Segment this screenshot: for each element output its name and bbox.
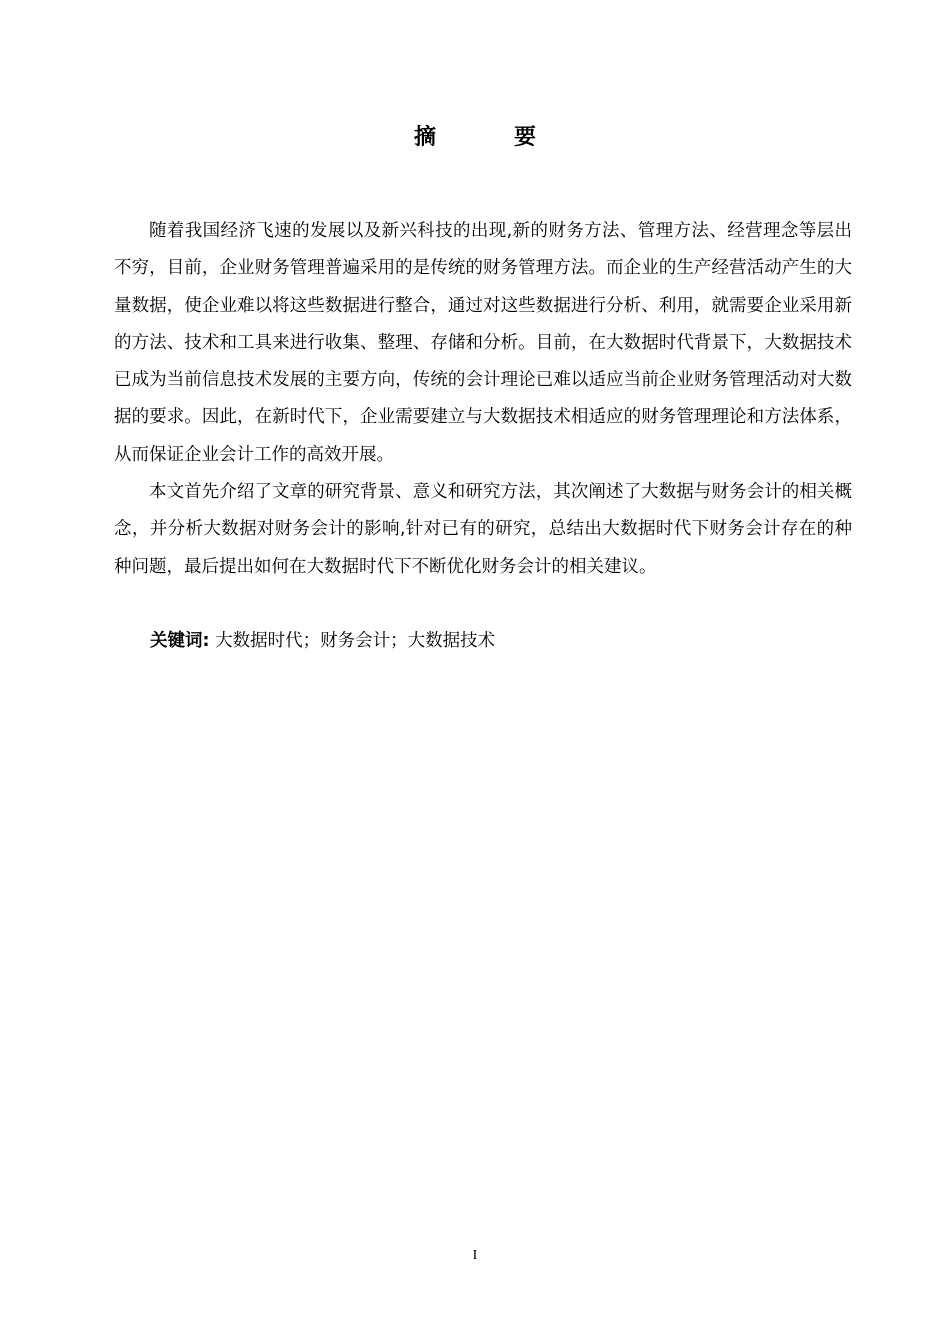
abstract-paragraph-2: 本文首先介绍了文章的研究背景、意义和研究方法，其次阐述了大数据与财务会计的相关概念，并分析大数据对财务会计的影响,针对已有的研究，总结出大数据时代下财务会计存在的种种问题，最后提出如何在大数据时代下不断优化财务会计的相关建议。 bbox=[114, 482, 852, 577]
page-number: I bbox=[472, 1248, 478, 1263]
keywords-line bbox=[150, 623, 850, 660]
keywords-label: 关键词: bbox=[150, 631, 210, 651]
abstract-body bbox=[114, 213, 852, 586]
abstract-paragraph-1: 随着我国经济飞速的发展以及新兴科技的出现,新的财务方法、管理方法、经营理念等层出不穷，目前，企业财务管理普遍采用的是传统的财务管理方法。而企业的生产经营活动产生的大量数据，使企业难以将这些数据进行整合，通过对这些数据进行分析、利用，就需要企业采用新的方法、技术和工具来进行收集、整理、存储和分析。目前，在大数据时代背景下，大数据技术已成为当前信息技术发展的主要方向，传统的会计理论已难以适应当前企业财务管理活动对大数据的要求。因此，在新时代下，企业需要建立与大数据技术相适应的财务管理理论和方法体系，从而保证企业会计工作的高效开展。 bbox=[114, 221, 852, 465]
keywords-text: 大数据时代；财务会计；大数据技术 bbox=[215, 631, 496, 651]
abstract-title: 摘 要 bbox=[413, 125, 564, 150]
